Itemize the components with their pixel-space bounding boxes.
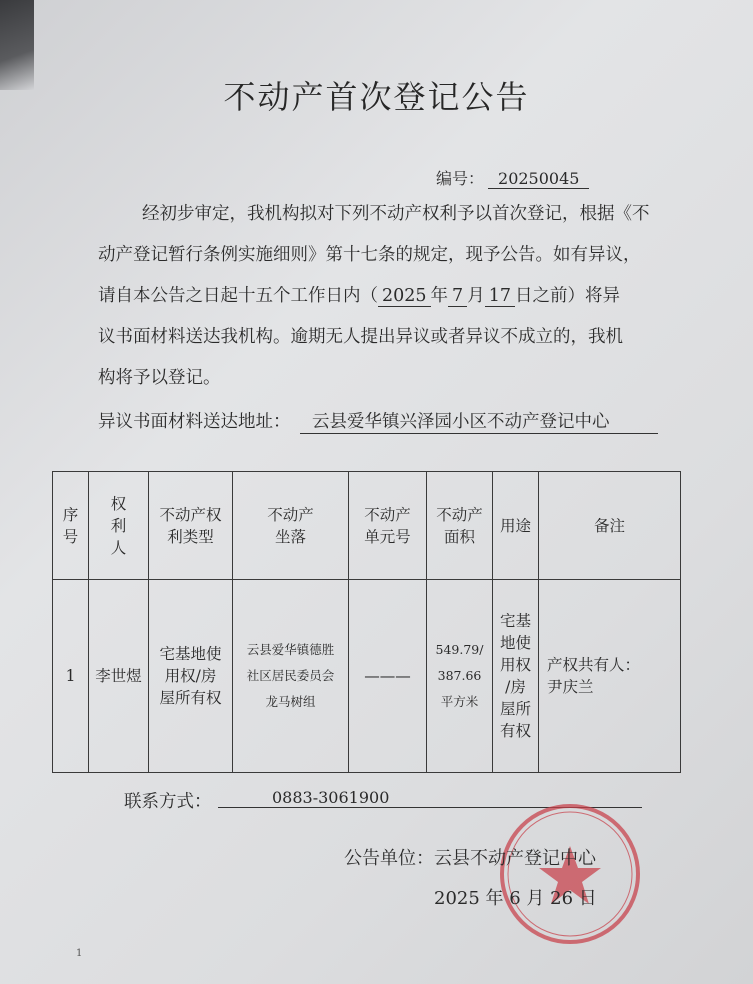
header-area: 不动产 面积 xyxy=(427,472,493,580)
cell-right-type: 宅基地使 用权/房 屋所有权 xyxy=(149,580,233,773)
header-remark: 备注 xyxy=(539,472,681,580)
property-table xyxy=(52,471,681,773)
body-line-2: 动产登记暂行条例实施细则》第十七条的规定，现予公告。如有异议， xyxy=(98,245,641,265)
cell-no: 1 xyxy=(53,580,89,773)
issuer-name: 云县不动产登记中心 xyxy=(434,848,596,869)
reference-number xyxy=(436,166,589,189)
body-line-4: 议书面材料送达我机构。逾期无人提出异议或者异议不成立的，我机 xyxy=(98,327,623,347)
reference-value: 20250045 xyxy=(488,169,589,189)
header-unit-no: 不动产 单元号 xyxy=(349,472,427,580)
cell-remark: 产权共有人： 尹庆兰 xyxy=(539,580,681,773)
body-line-1: 经初步审定，我机构拟对下列不动产权利予以首次登记，根据《不 xyxy=(142,204,650,224)
deadline-month: 7 xyxy=(448,286,467,307)
address-label: 异议书面材料送达地址： xyxy=(98,412,291,432)
body-line-3-end: 日之前）将异 xyxy=(514,286,620,306)
body-line-5: 构将予以登记。 xyxy=(98,368,221,388)
deadline-day: 17 xyxy=(485,286,515,307)
header-location: 不动产 坐落 xyxy=(233,472,349,580)
header-right-type: 不动产权 利类型 xyxy=(149,472,233,580)
official-seal-icon xyxy=(496,800,644,948)
cell-area: 549.79/ 387.66 平方米 xyxy=(427,580,493,773)
year-char: 年 xyxy=(430,286,449,306)
cell-unit-no: ——— xyxy=(349,580,427,773)
reference-label: 编号： xyxy=(436,169,485,188)
contact-phone: 0883-3061900 xyxy=(218,788,642,808)
page-mark: 1 xyxy=(76,948,83,959)
table-row xyxy=(53,580,681,773)
contact-label: 联系方式： xyxy=(124,792,212,812)
body-line-3 xyxy=(98,282,620,307)
address-value: 云县爱华镇兴泽园小区不动产登记中心 xyxy=(300,408,658,434)
header-no: 序 号 xyxy=(53,472,89,580)
body-line-3-start: 请自本公告之日起十五个工作日内（ xyxy=(98,286,378,306)
issue-date: 2025 年 6 月 26 日 xyxy=(434,888,597,909)
header-use: 用途 xyxy=(493,472,539,580)
issuer xyxy=(344,844,596,870)
issuer-label: 公告单位： xyxy=(344,848,434,869)
document-title: 不动产首次登记公告 xyxy=(223,78,530,116)
month-char: 月 xyxy=(467,286,485,306)
deadline-year: 2025 xyxy=(378,286,431,307)
header-holder: 权 利 人 xyxy=(89,472,149,580)
table-header-row xyxy=(53,472,681,580)
cell-location: 云县爱华镇德胜 社区居民委员会 龙马树组 xyxy=(233,580,349,773)
cell-holder: 李世煜 xyxy=(89,580,149,773)
cell-use: 宅基 地使 用权 /房 屋所 有权 xyxy=(493,580,539,773)
